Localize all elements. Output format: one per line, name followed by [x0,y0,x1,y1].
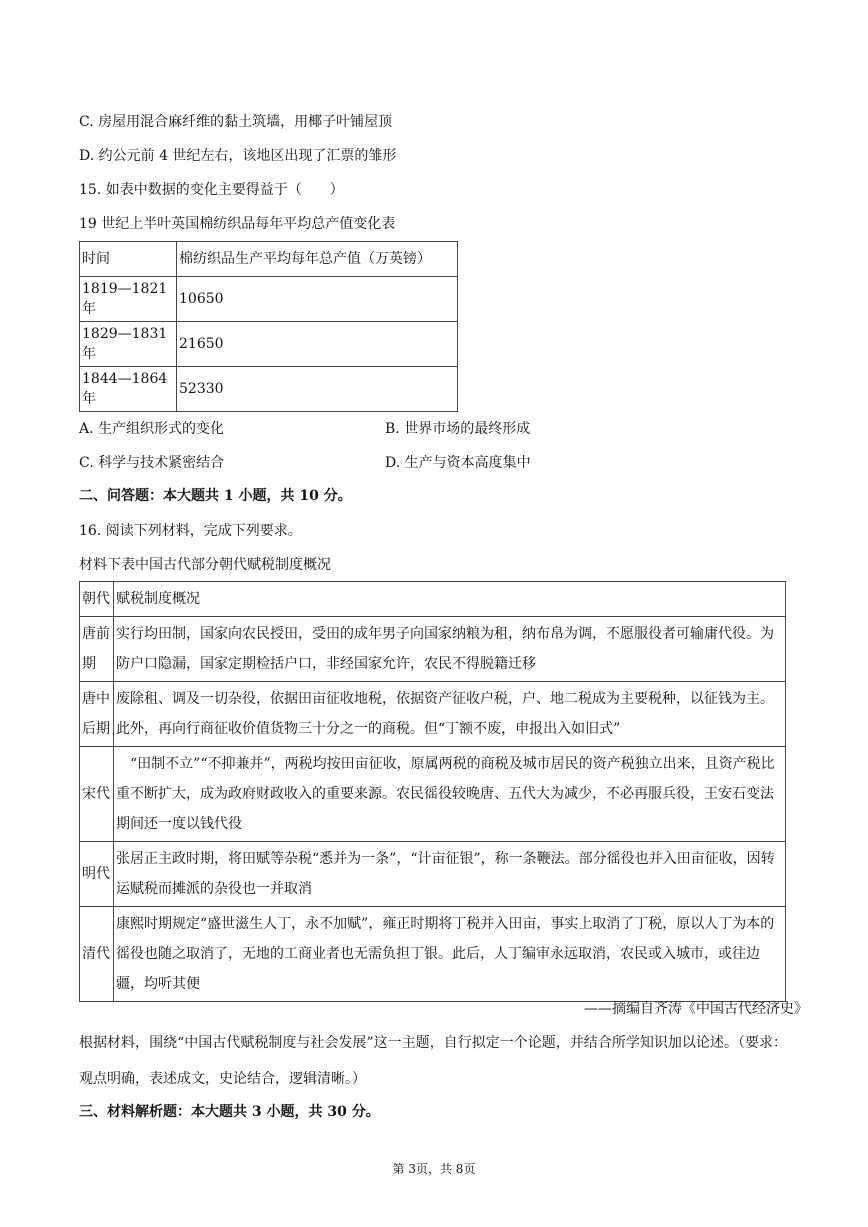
table-cell: 明代 [80,842,114,907]
table-header-cell: 棉纺织品生产平均每年总产值（万英镑） [177,242,458,277]
table-cell: 清代 [80,907,114,1002]
q16-requirement: 根据材料，围绕“中国古代赋税制度与社会发展”这一主题，自行拟定一个论题，并结合所学知识加以论述。（要求：观点明确，表述成文，史论结合，逻辑清晰。） [79,1035,787,1087]
table-cell: 1829—1831 年 [80,322,177,367]
q16-source: ——摘编自齐涛《中国古代经济史》 [584,1001,808,1017]
table-cell: 康熙时期规定“盛世滋生人丁，永不加赋”，雍正时期将丁税并入田亩，事实上取消了丁税，原以人丁为本的徭役也随之取消了，无地的工商业者也无需负担丁银。此后，人丁编审永远取消，农民或入城市，或往边疆，均听其便 [114,907,786,1002]
table-cell: 唐前期 [80,617,114,682]
table-cell: 52330 [177,367,458,412]
page-footer: 第 3页，共 8页 [392,1162,476,1176]
table-cell: 废除租、调及一切杂役，依据田亩征收地税，依据资产征收户税，户、地二税成为主要税种，以征钱为主。此外，再向行商征收价值货物三十分之一的商税。但“丁额不废，申报出入如旧式” [114,682,786,747]
table-header-row [80,582,786,617]
table-row [80,842,786,907]
section-2-title: 二、问答题：本大题共 1 小题，共 10 分。 [79,488,352,504]
table-row [80,907,786,1002]
table-cell: 张居正主政时期，将田赋等杂税“悉并为一条”，“计亩征银”，称一条鞭法。部分徭役也并入田亩征收，因转运赋税而摊派的杂役也一并取消 [114,842,786,907]
table-cell: 1844—1864 年 [80,367,177,412]
q16-table [79,581,786,1002]
table-header-cell: 朝代 [80,582,114,617]
q16-material-title: 材料下表中国古代部分朝代赋税制度概况 [79,557,331,573]
q16-stem: 16. 阅读下列材料，完成下列要求。 [79,523,302,539]
table-row [80,747,786,842]
table-row [80,617,786,682]
table-header-row [80,242,458,277]
q14-option-c: C. 房屋用混合麻纤维的黏土筑墙，用椰子叶铺屋顶 [79,114,393,130]
q15-table-title: 19 世纪上半叶英国棉纺织品每年平均总产值变化表 [79,216,396,232]
q15-option-c: C. 科学与技术紧密结合 [79,455,225,471]
q15-option-d: D. 生产与资本高度集中 [385,455,531,471]
table-cell: 实行均田制，国家向农民授田，受田的成年男子向国家纳粮为租，纳布帛为调，不愿服役者可输庸代役。为防户口隐漏，国家定期检括户口，非经国家允许，农民不得脱籍迁移 [114,617,786,682]
table-cell: 宋代 [80,747,114,842]
section-3-title: 三、材料解析题：本大题共 3 小题，共 30 分。 [79,1104,380,1120]
q14-option-d: D. 约公元前 4 世纪左右，该地区出现了汇票的雏形 [79,148,397,164]
q15-option-b: B. 世界市场的最终形成 [385,421,531,437]
table-header-cell: 赋税制度概况 [114,582,786,617]
table-cell: 1819—1821 年 [80,277,177,322]
table-header-cell: 时间 [80,242,177,277]
table-row [80,682,786,747]
table-cell: 唐中后期 [80,682,114,747]
table-row [80,322,458,367]
q15-table [79,241,458,412]
table-cell: 10650 [177,277,458,322]
table-row [80,367,458,412]
q15-stem: 15. 如表中数据的变化主要得益于（ ） [79,182,344,198]
table-cell: 21650 [177,322,458,367]
table-row [80,277,458,322]
table-cell: “田制不立”“不抑兼并”，两税均按田亩征收，原属两税的商税及城市居民的资产税独立出来，且资产税比重不断扩大，成为政府财政收入的重要来源。农民徭役较晚唐、五代大为减少，不必再服兵役，王安石变法期间还一度以钱代役 [114,747,786,842]
q15-option-a: A. 生产组织形式的变化 [79,421,225,437]
